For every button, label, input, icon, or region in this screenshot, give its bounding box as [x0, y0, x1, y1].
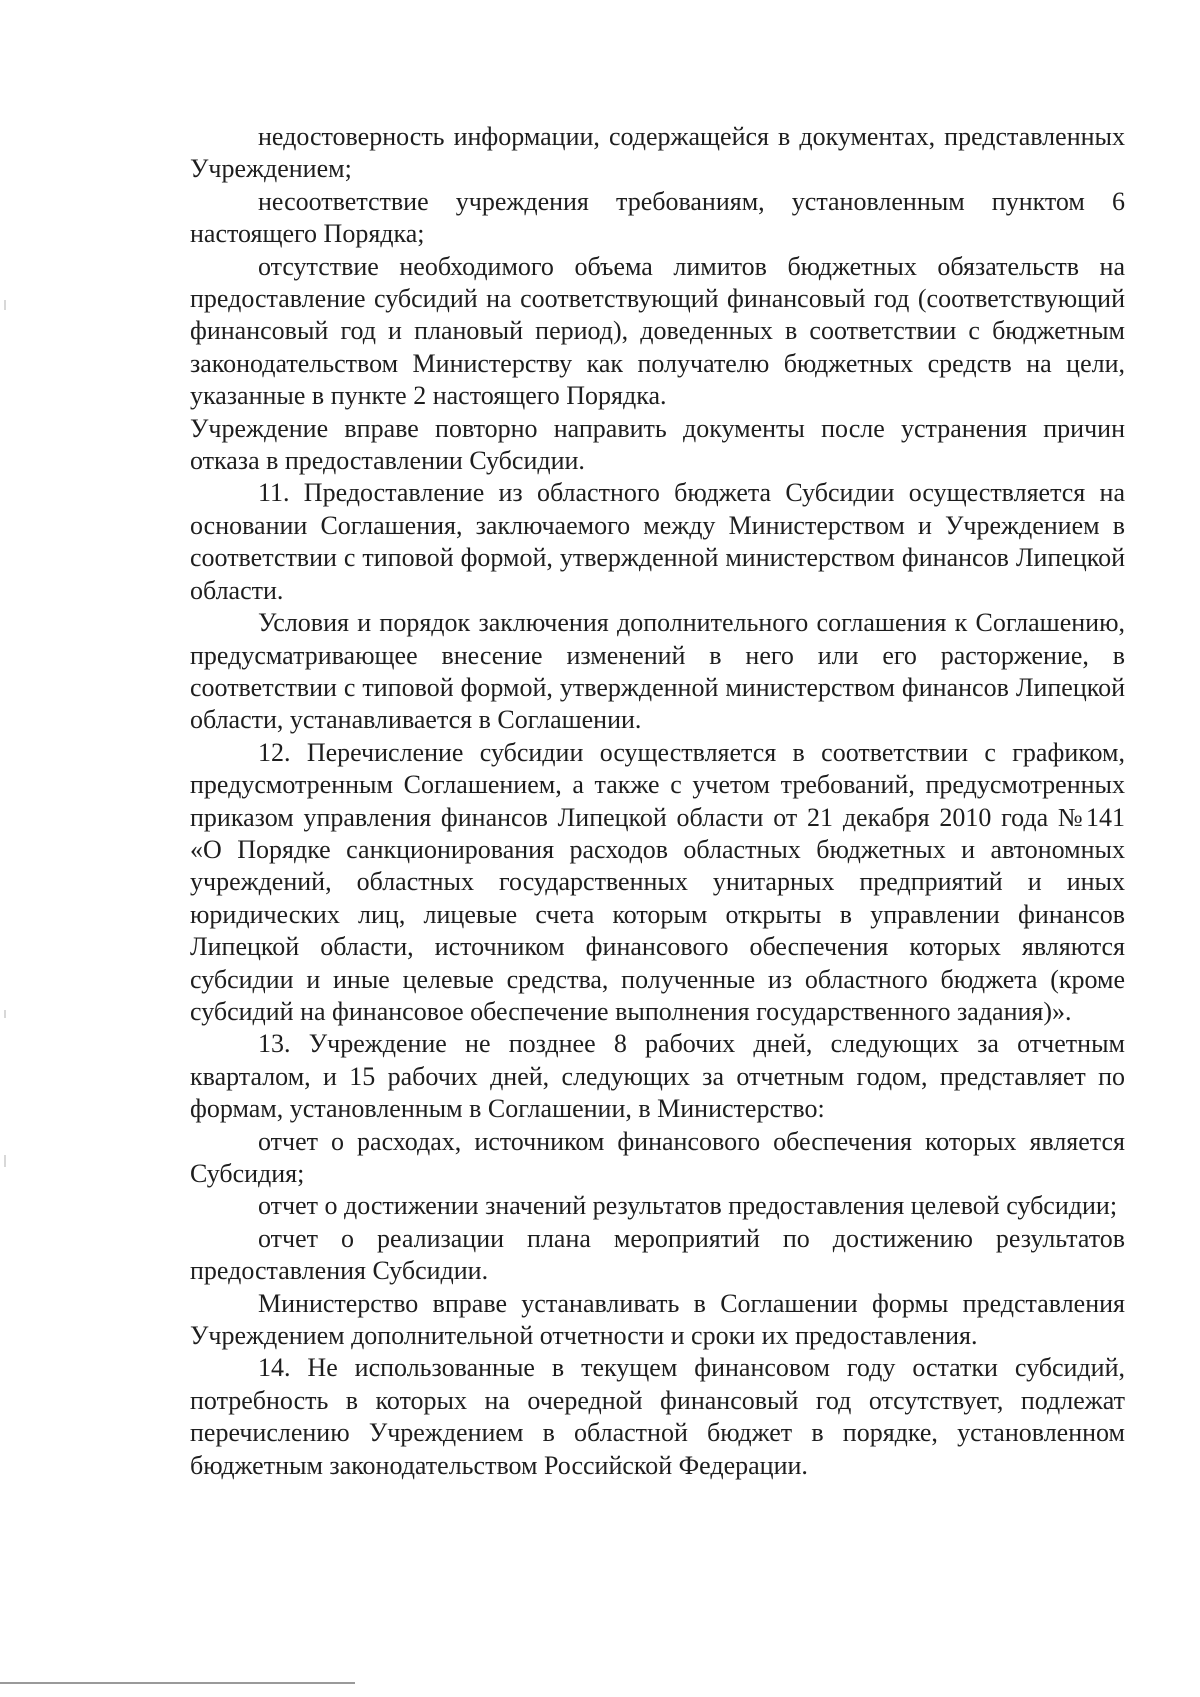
scan-speck: [4, 300, 6, 310]
paragraph-8: 13. Учреждение не позднее 8 рабочих дней, следующих за отчетным кварталом, и 15 рабочих дней, следующих за отчетным годом, представляет по формам, установленным в Соглашении, в Министерство:: [190, 1029, 1125, 1124]
paragraph-3: отсутствие необходимого объема лимитов бюджетных обязательств на предоставление субсидий на соответствующий финансовый год (соответствующий финансовый год и плановый период), доведенных в соответствии с бюджетным законодательством Министерству как получателю бюджетных средств на цели, указанные в пункте 2 настоящего Порядка.: [190, 251, 1125, 411]
paragraph-5: 11. Предоставление из областного бюджета Субсидии осуществляется на основании Соглашения, заключаемого между Министерством и Учреждением в соответствии с типовой формой, утвержденной министерством финансов Липецкой области.: [190, 478, 1125, 605]
scan-speck: [4, 1010, 6, 1018]
paragraph-4: Учреждение вправе повторно направить документы после устранения причин отказа в предоставлении Субсидии.: [190, 413, 1125, 476]
paragraph-13: 14. Не использованные в текущем финансовом году остатки субсидий, потребность в которых на очередной финансовый год отсутствует, подлежат перечислению Учреждением в областной бюджет в порядке, установленном бюджетным законодательством Российской Федерации.: [190, 1353, 1125, 1480]
paragraph-7: 12. Перечисление субсидии осуществляется в соответствии с графиком, предусмотренным Соглашением, а также с учетом требований, предусмотренных приказом управления финансов Липецкой области от 21 декабря 2010 года №141 «О Порядке санкционирования расходов областных бюджетных и автономных учреждений, областных государственных унитарных предприятий и иных юридических лиц, лицевые счета которым открыты в управлении финансов Липецкой области, источником финансового обеспечения которых являются субсидии и иные целевые средства, полученные из областного бюджета (кроме субсидий на финансовое обеспечение выполнения государственного задания)».: [190, 737, 1125, 1026]
scan-speck: [4, 1155, 6, 1167]
paragraph-6: Условия и порядок заключения дополнительного соглашения к Соглашению, предусматривающее внесение изменений в него или его расторжение, в соответствии с типовой формой, утвержденной министерством финансов Липецкой области, устанавливается в Соглашении.: [190, 608, 1125, 735]
paragraph-1: недостоверность информации, содержащейся в документах, представленных Учреждением;: [190, 122, 1125, 184]
paragraph-2: несоответствие учреждения требованиям, установленным пунктом 6 настоящего Порядка;: [190, 186, 1125, 249]
document-body: [190, 121, 1125, 1482]
paragraph-9: отчет о расходах, источником финансового обеспечения которых является Субсидия;: [190, 1126, 1125, 1188]
paragraph-11: отчет о реализации плана мероприятий по достижению результатов предоставления Субсидии.: [190, 1223, 1125, 1286]
paragraph-12: Министерство вправе устанавливать в Соглашении формы представления Учреждением дополнительной отчетности и сроки их предоставления.: [190, 1288, 1125, 1351]
paragraph-10: отчет о достижении значений результатов предоставления целевой субсидии;: [258, 1191, 1118, 1221]
scan-edge-line: [0, 1682, 355, 1684]
